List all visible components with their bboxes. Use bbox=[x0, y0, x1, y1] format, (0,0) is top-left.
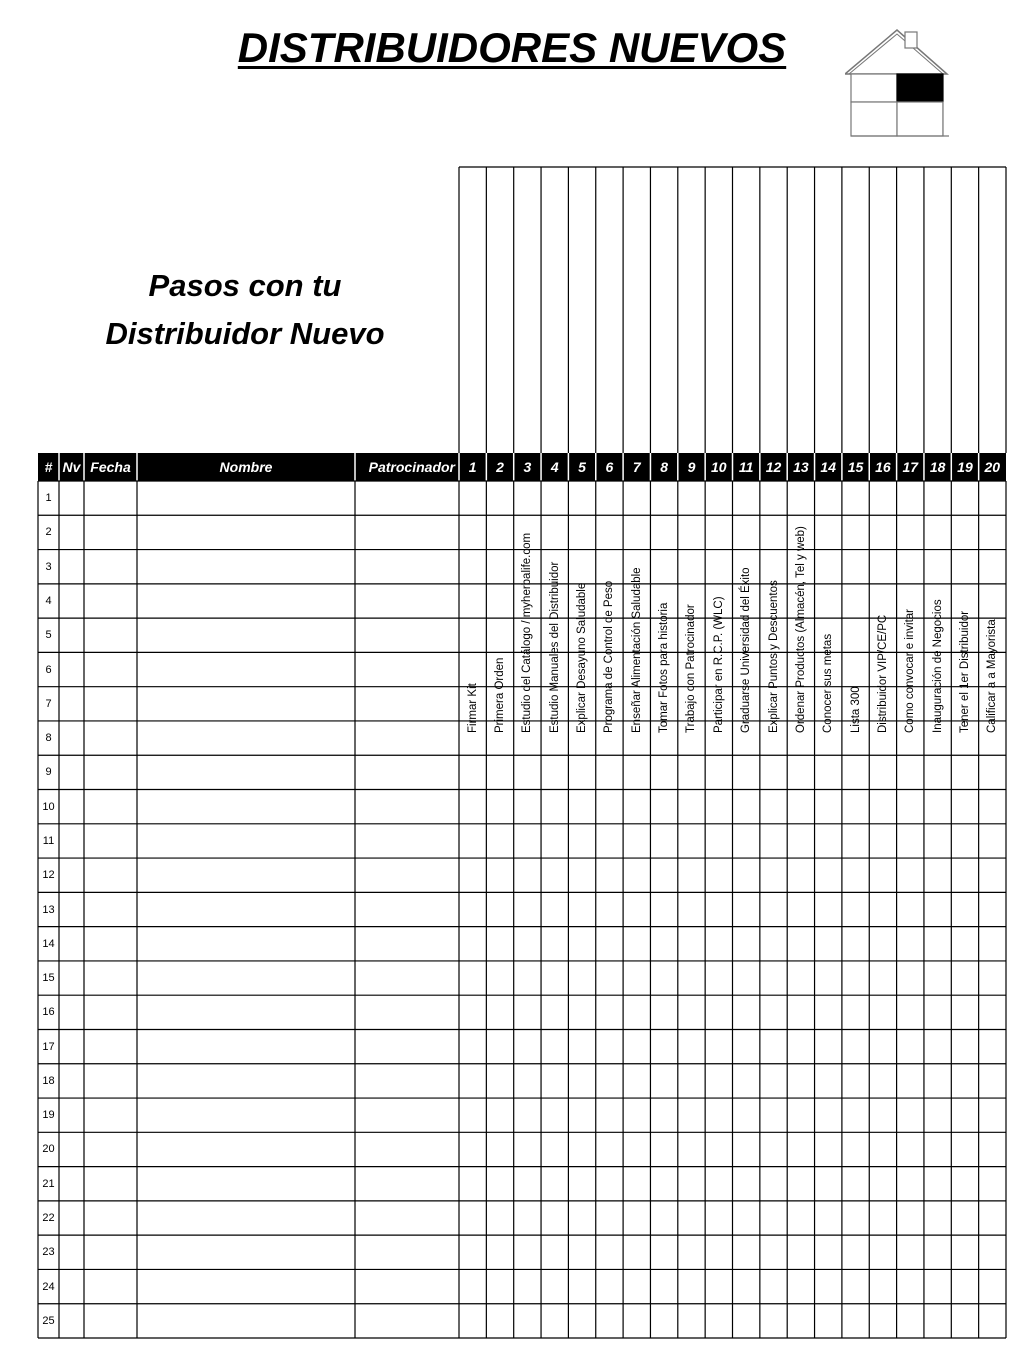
row-number-1: 1 bbox=[45, 492, 52, 505]
row-number-5: 5 bbox=[45, 629, 52, 642]
step-label-3: Estudio del Catálogo / myherbalife.com bbox=[521, 532, 534, 733]
step-label-20: Calificar a a Mayorista bbox=[986, 619, 999, 733]
row-number-20: 20 bbox=[42, 1143, 55, 1156]
step-number-8: 8 bbox=[660, 459, 668, 475]
row-number-2: 2 bbox=[45, 526, 52, 539]
step-number-15: 15 bbox=[847, 459, 864, 475]
column-header-hash: # bbox=[44, 459, 53, 475]
step-label-9: Trabajo con Patrocinador bbox=[685, 604, 698, 733]
row-number-14: 14 bbox=[42, 937, 55, 950]
step-label-19: Tener el 1er Distribuidor bbox=[958, 610, 971, 733]
row-number-19: 19 bbox=[42, 1109, 55, 1122]
step-label-15: Lista 300 bbox=[849, 686, 862, 733]
step-label-8: Tomar Fotos para historia bbox=[658, 602, 671, 733]
step-label-14: Conocer sus metas bbox=[822, 633, 835, 733]
step-number-4: 4 bbox=[550, 459, 559, 475]
column-header-patrocinador: Patrocinador bbox=[368, 459, 455, 475]
row-number-3: 3 bbox=[45, 560, 52, 573]
step-label-10: Participar en R.C.P. (WLC) bbox=[712, 596, 725, 733]
step-number-13: 13 bbox=[793, 459, 809, 475]
column-header-fecha: Fecha bbox=[90, 459, 131, 475]
column-header-nv: Nv bbox=[62, 459, 81, 475]
row-number-18: 18 bbox=[42, 1074, 55, 1087]
step-label-17: Como convocar e invitar bbox=[904, 609, 917, 733]
step-label-7: Enseñar Alimentación Saludable bbox=[630, 567, 643, 733]
step-number-9: 9 bbox=[687, 459, 696, 475]
step-number-5: 5 bbox=[578, 459, 586, 475]
step-number-10: 10 bbox=[711, 459, 727, 475]
step-label-6: Programa de Control de Peso bbox=[603, 580, 616, 733]
step-label-16: Distribuidor VIP/CE/PC bbox=[876, 614, 889, 733]
row-number-13: 13 bbox=[42, 903, 55, 916]
step-number-6: 6 bbox=[605, 459, 614, 475]
step-label-13: Ordenar Productos (Almacén, Tel y web) bbox=[794, 526, 807, 733]
column-header-nombre: Nombre bbox=[219, 459, 273, 475]
row-number-15: 15 bbox=[42, 972, 55, 985]
row-number-12: 12 bbox=[42, 869, 55, 882]
row-number-22: 22 bbox=[42, 1212, 55, 1225]
row-number-17: 17 bbox=[42, 1040, 55, 1053]
row-number-21: 21 bbox=[42, 1177, 55, 1190]
step-label-2: Primera Orden bbox=[494, 657, 507, 733]
step-number-17: 17 bbox=[902, 459, 919, 475]
step-label-11: Graduarse Universidad del Éxito bbox=[740, 567, 753, 733]
step-number-12: 12 bbox=[765, 459, 782, 475]
step-number-16: 16 bbox=[875, 459, 891, 475]
row-number-10: 10 bbox=[42, 800, 55, 813]
row-number-8: 8 bbox=[45, 732, 52, 745]
step-number-7: 7 bbox=[632, 459, 641, 475]
row-number-9: 9 bbox=[45, 766, 52, 779]
step-number-14: 14 bbox=[820, 459, 836, 475]
row-number-4: 4 bbox=[45, 594, 52, 607]
step-label-1: Firmar Kit bbox=[466, 683, 479, 733]
step-number-11: 11 bbox=[738, 459, 754, 475]
step-label-4: Estudio Manuales del Distribuidor bbox=[548, 561, 561, 733]
step-label-12: Explicar Puntos y Descuentos bbox=[767, 580, 780, 733]
row-number-7: 7 bbox=[45, 697, 52, 710]
subtitle-line2: Distribuidor Nuevo bbox=[105, 316, 385, 351]
step-number-19: 19 bbox=[957, 459, 973, 475]
step-number-18: 18 bbox=[929, 459, 946, 475]
row-number-24: 24 bbox=[42, 1280, 55, 1293]
row-number-23: 23 bbox=[42, 1246, 55, 1259]
step-number-2: 2 bbox=[496, 459, 504, 475]
step-label-18: Inauguración de Negocios bbox=[931, 599, 944, 733]
row-number-16: 16 bbox=[42, 1006, 55, 1019]
step-label-5: Explicar Desayuno Saludable bbox=[576, 582, 589, 733]
subtitle-line1: Pasos con tu bbox=[148, 268, 342, 303]
row-number-11: 11 bbox=[42, 834, 55, 847]
row-number-6: 6 bbox=[45, 663, 52, 676]
row-number-25: 25 bbox=[42, 1314, 55, 1327]
step-number-1: 1 bbox=[468, 459, 477, 475]
step-number-20: 20 bbox=[984, 459, 1001, 475]
step-number-3: 3 bbox=[523, 459, 532, 475]
page-title: DISTRIBUIDORES NUEVOS bbox=[237, 24, 787, 71]
